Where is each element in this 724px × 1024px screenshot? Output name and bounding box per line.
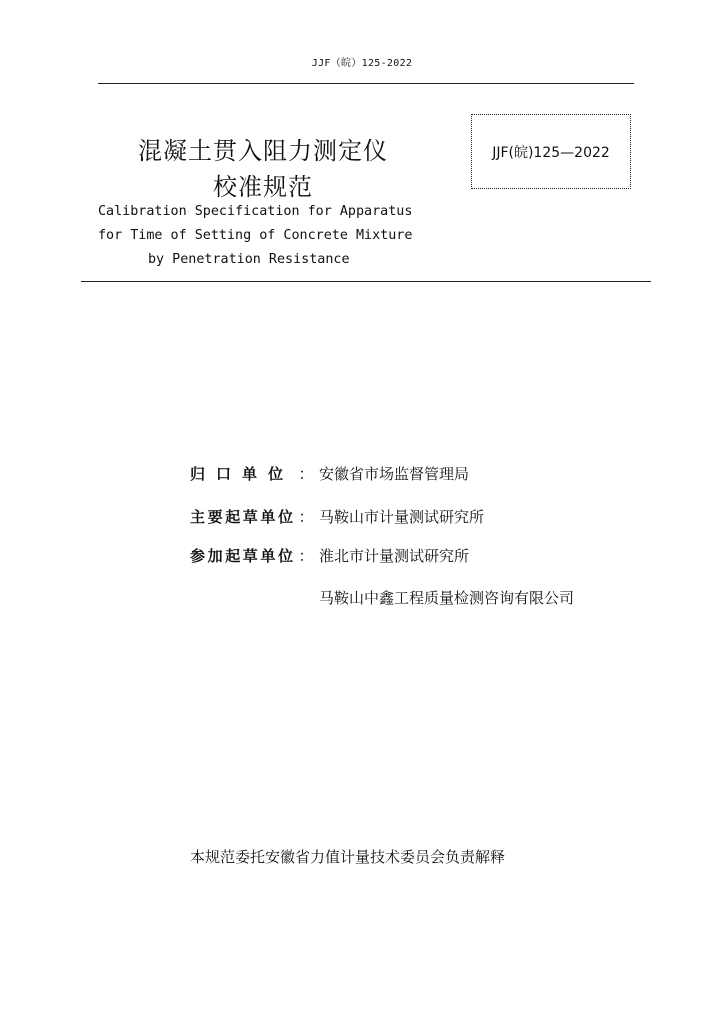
org-value-responsible: 安徽省市场监督管理局 — [319, 465, 470, 483]
title-chinese-line-1: 混凝土贯入阻力测定仪 — [138, 137, 388, 165]
org-colon: ： — [298, 465, 314, 483]
org-row-participating — [190, 545, 469, 566]
title-english — [98, 200, 432, 272]
org-colon: ： — [298, 508, 314, 526]
org-label-main-drafter: 主要起草单位 — [190, 508, 293, 526]
org-label-participating: 参加起草单位 — [190, 547, 293, 565]
title-english-line-2: for Time of Setting of Concrete Mixture — [98, 228, 413, 243]
org-row-participating-continued — [190, 587, 574, 608]
header-divider — [98, 83, 634, 84]
title-chinese-line-2: 校准规范 — [213, 173, 313, 201]
specification-code-box — [471, 114, 631, 189]
title-divider — [81, 281, 651, 282]
org-value-participating-1: 淮北市计量测试研究所 — [319, 547, 470, 565]
org-row-main-drafter — [190, 506, 484, 527]
org-row-responsible — [190, 463, 469, 484]
org-label-responsible: 归口单位 — [190, 465, 293, 483]
org-value-participating-2: 马鞍山中鑫工程质量检测咨询有限公司 — [319, 589, 575, 607]
interpretation-note: 本规范委托安徽省力值计量技术委员会负责解释 — [190, 848, 506, 866]
header-document-code: JJF（皖）125-2022 — [311, 58, 413, 69]
specification-code: JJF(皖)125—2022 — [492, 144, 610, 161]
title-english-line-3: by Penetration Resistance — [148, 252, 350, 267]
org-value-main-drafter: 马鞍山市计量测试研究所 — [319, 508, 485, 526]
org-colon: ： — [298, 547, 314, 565]
title-english-line-1: Calibration Specification for Apparatus — [98, 204, 413, 219]
